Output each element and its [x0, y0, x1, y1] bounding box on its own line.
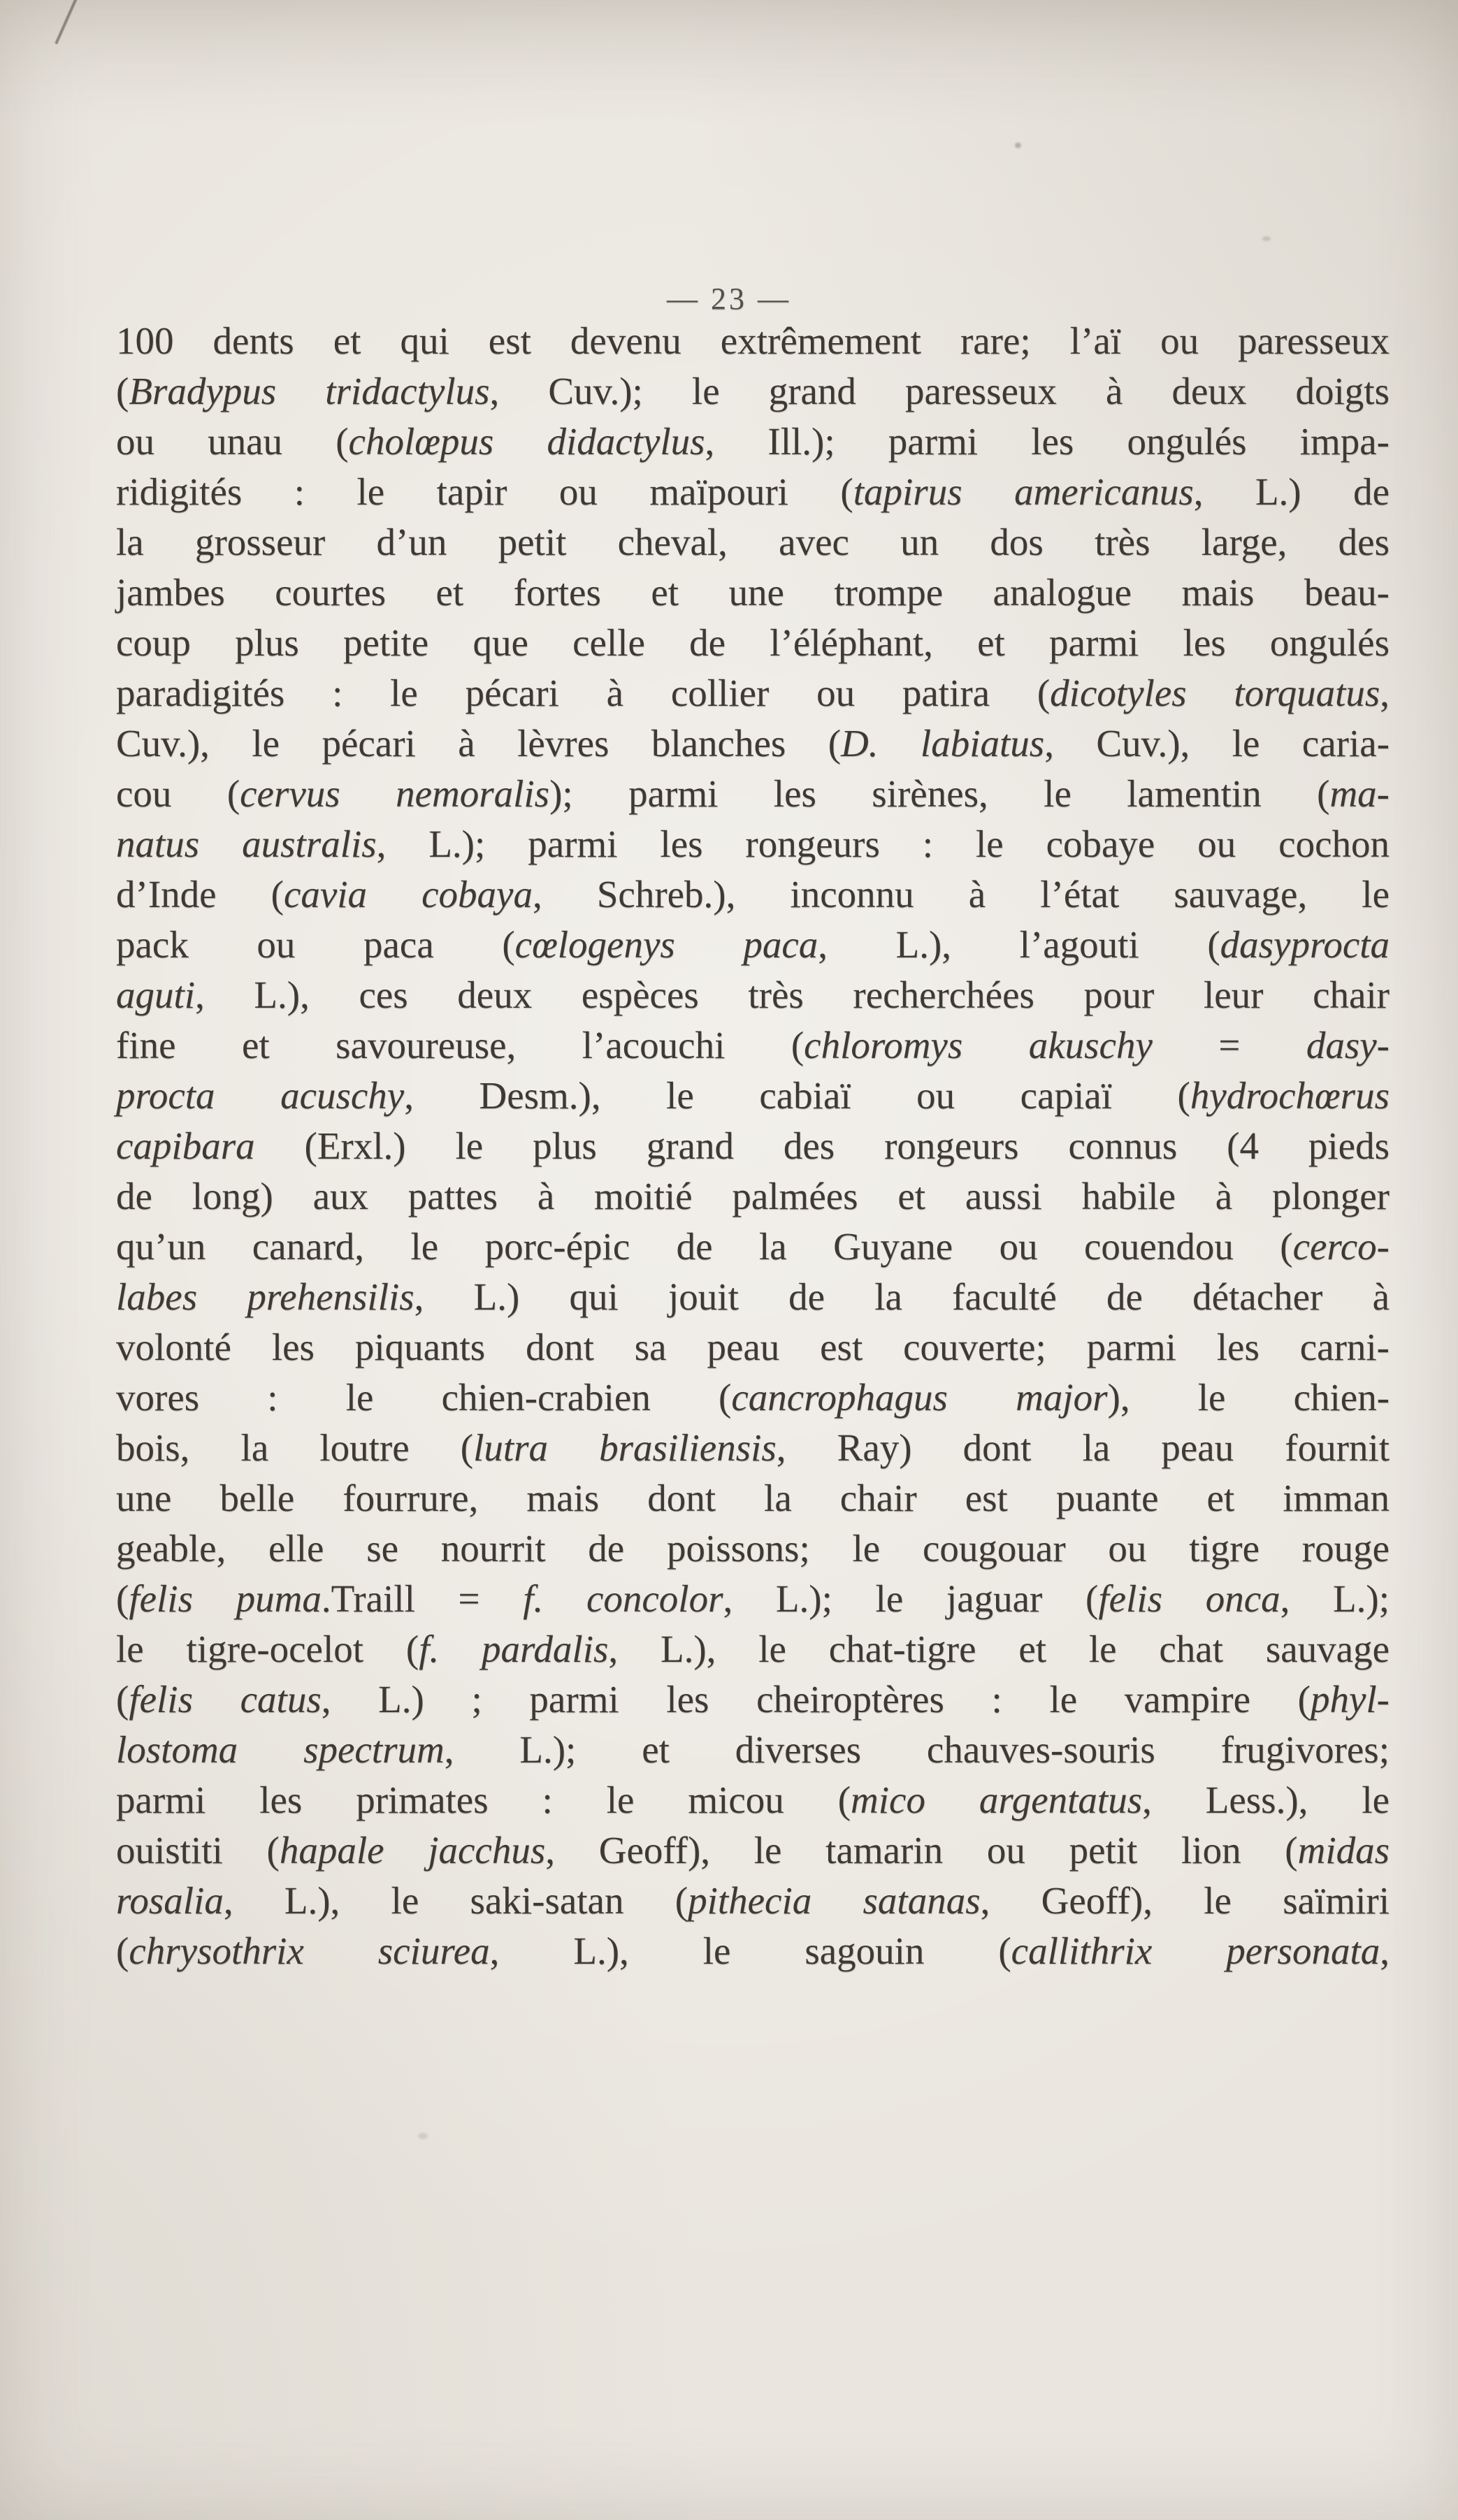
text-line: (felis catus, L.) ; parmi les cheiroptères : le vampire (phyl-: [116, 1678, 1390, 1721]
text-line: parmi les primates : le micou (mico argentatus, Less.), le: [116, 1779, 1390, 1821]
text-line: geable, elle se nourrit de poissons; le cougouar ou tigre rouge: [116, 1527, 1390, 1570]
text-line: paradigités : le pécari à collier ou patira (dicotyles torquatus,: [116, 672, 1390, 714]
text-line: la grosseur d’un petit cheval, avec un dos très large, des: [116, 521, 1390, 563]
text-line: ou unau (cholœpus didactylus, Ill.); parmi les ongulés impa-: [116, 420, 1390, 463]
scan-artifact-slash: [55, 0, 79, 44]
text-line: jambes courtes et fortes et une trompe analogue mais beau-: [116, 571, 1390, 614]
text-line: procta acuschy, Desm.), le cabiaï ou capiaï (hydrochœrus: [116, 1074, 1390, 1117]
scan-artifact-speck: [1015, 143, 1021, 148]
text-line: pack ou paca (cœlogenys paca, L.), l’agouti (dasyprocta: [116, 923, 1390, 966]
text-line: ridigités : le tapir ou maïpouri (tapirus americanus, L.) de: [116, 470, 1390, 513]
text-line: de long) aux pattes à moitié palmées et aussi habile à plonger: [116, 1175, 1390, 1217]
text-line: vores : le chien-crabien (cancrophagus major), le chien-: [116, 1376, 1390, 1419]
text-line: qu’un canard, le porc-épic de la Guyane ou couendou (cerco-: [116, 1225, 1390, 1268]
text-line: (Bradypus tridactylus, Cuv.); le grand paresseux à deux doigts: [116, 370, 1390, 412]
text-line: le tigre-ocelot (f. pardalis, L.), le chat-tigre et le chat sauvage: [116, 1628, 1390, 1670]
text-line: fine et savoureuse, l’acouchi (chloromys akuschy = dasy-: [116, 1024, 1390, 1066]
text-line: Cuv.), le pécari à lèvres blanches (D. labiatus, Cuv.), le caria-: [116, 722, 1390, 765]
text-line: rosalia, L.), le saki-satan (pithecia satanas, Geoff), le saïmiri: [116, 1879, 1390, 1922]
text-line: labes prehensilis, L.) qui jouit de la faculté de détacher à: [116, 1275, 1390, 1318]
text-line: lostoma spectrum, L.); et diverses chauves-souris frugivores;: [116, 1728, 1390, 1771]
text-line: aguti, L.), ces deux espèces très recherchées pour leur chair: [116, 973, 1390, 1016]
text-line: bois, la loutre (lutra brasiliensis, Ray) dont la peau fournit: [116, 1426, 1390, 1469]
text-line: (felis puma.Traill = f. concolor, L.); le jaguar (felis onca, L.);: [116, 1577, 1390, 1620]
text-line: d’Inde (cavia cobaya, Schreb.), inconnu à l’état sauvage, le: [116, 873, 1390, 915]
scan-artifact-speck: [1262, 236, 1271, 241]
text-line: une belle fourrure, mais dont la chair est puante et imman: [116, 1477, 1390, 1519]
text-line: 100 dents et qui est devenu extrêmement rare; l’aï ou paresseux: [116, 319, 1390, 362]
text-line: coup plus petite que celle de l’éléphant, et parmi les ongulés: [116, 621, 1390, 664]
text-line: ouistiti (hapale jacchus, Geoff), le tamarin ou petit lion (midas: [116, 1829, 1390, 1871]
text-line: capibara (Erxl.) le plus grand des rongeurs connus (4 pieds: [116, 1124, 1390, 1167]
body-text: [116, 316, 1390, 1976]
text-line: natus australis, L.); parmi les rongeurs : le cobaye ou cochon: [116, 823, 1390, 865]
text-line: volonté les piquants dont sa peau est couverte; parmi les carni-: [116, 1326, 1390, 1368]
page-number: — 23 —: [667, 282, 791, 316]
text-line: (chrysothrix sciurea, L.), le sagouin (callithrix personata,: [116, 1929, 1390, 1972]
text-line: cou (cervus nemoralis); parmi les sirènes, le lamentin (ma-: [116, 772, 1390, 815]
scan-artifact-speck: [418, 2133, 428, 2139]
